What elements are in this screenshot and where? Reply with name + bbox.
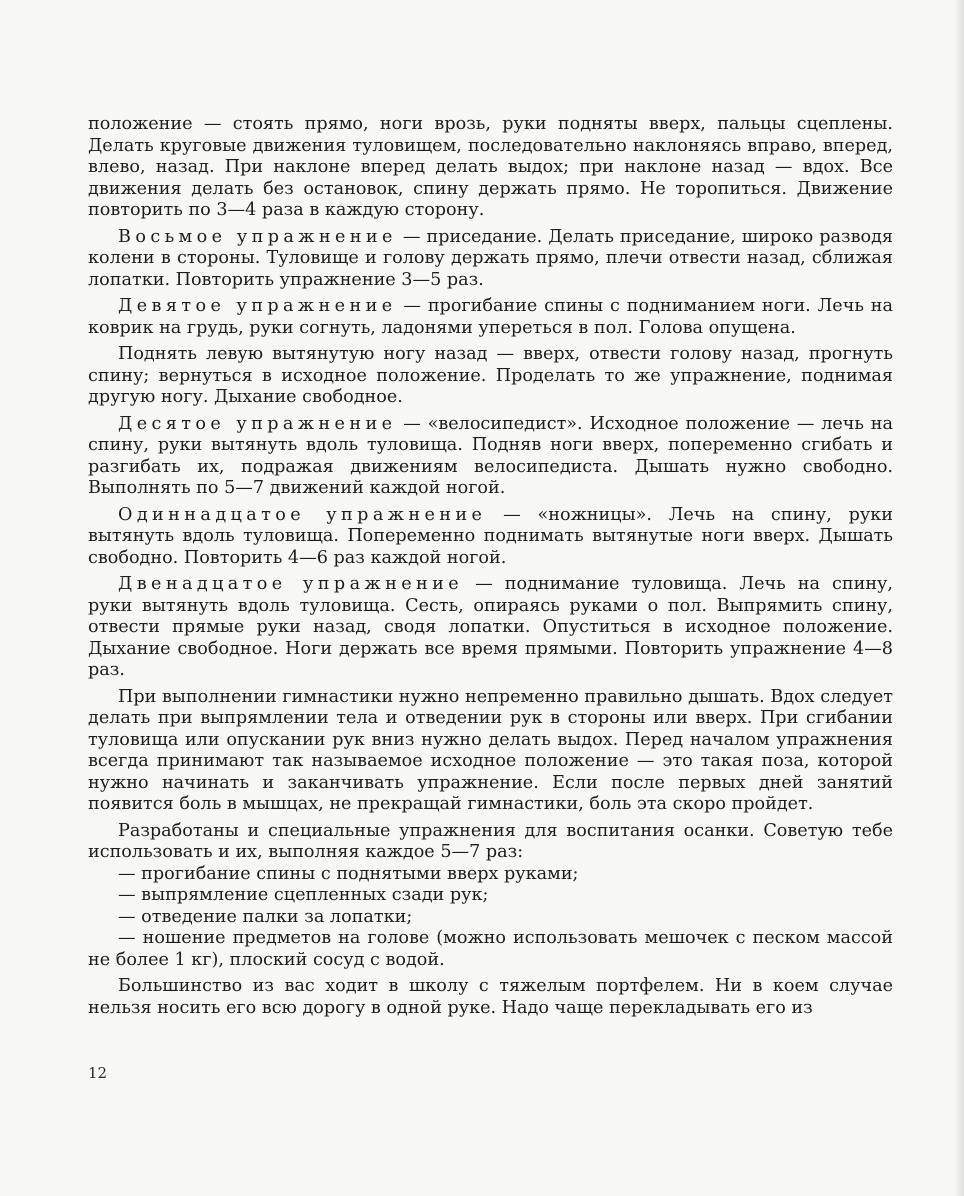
exercise-8-title: Восьмое упражнение [118,226,397,247]
list-item: — ношение предметов на голове (можно использовать мешочек с песком массой не более 1 кг), плоский сосуд с водой. [88,928,893,970]
list-item: — отведение палки за лопатки; [118,906,413,927]
paragraph-continuation: положение — стоять прямо, ноги врозь, руки подняты вверх, пальцы сцеплены. Делать круговые движения туловищем, последовательно наклоняясь вправо, вперед, влево, назад. При наклоне вперед делать выдох; при наклоне назад — вдох. Все движения делать без остановок, спину держать прямо. Не торопиться. Движение повторить по 3—4 раза в каждую сторону. [88,114,893,220]
paragraph-breathing: При выполнении гимнастики нужно непременно правильно дышать. Вдох следует делать при выпрямлении тела и отведении рук в стороны или вверх. При сгибании туловища или опускании рук вниз нужно делать выдох. Перед началом упражнения всегда принимают так называемое исходное положение — это такая поза, которой нужно начинать и заканчивать упражнение. Если после первых дней занятий появится боль в мышцах, не прекращай гимнастики, боль эта скоро пройдет. [88,686,893,814]
list-item: — прогибание спины с поднятыми вверх руками; [118,863,579,884]
paragraph-exercise-10 [88,414,893,500]
exercise-10-title: Десятое упражнение [118,413,397,434]
exercise-10-text: — «велосипедист». Исходное положение — лечь на спину, руки вытянуть вдоль туловища. Подняв ноги вверх, попеременно сгибать и разгибать их, подражая движениям велосипедиста. Дышать нужно свободно. Выполнять по 5—7 движений каждой ногой. [88,413,894,498]
paragraph-exercise-12 [88,574,893,682]
exercise-12-text: — поднимание туловища. Лечь на спину, руки вытянуть вдоль туловища. Сесть, опираясь руками о пол. Выпрямить спину, отвести прямые руки назад, сводя лопатки. Опуститься в исходное положение. Дыхание свободное. Ноги держать все время прямыми. Повторить упражнение 4—8 раз. [88,574,893,680]
paragraph-exercise-9 [88,296,893,339]
exercise-9-text: — прогибание спины с подниманием ноги. Лечь на коврик на грудь, руки согнуть, ладонями упереться в пол. Голова опущена. [88,296,893,338]
paragraph-posture-intro: Разработаны и специальные упражнения для воспитания осанки. Советую тебе использовать и их, выполняя каждое 5—7 раз: [88,820,893,862]
paragraph-exercise-11 [88,505,893,570]
page-body-text [88,114,893,1024]
page-number: 12 [88,1064,108,1082]
paragraph-exercise-9-continued: Поднять левую вытянутую ногу назад — вверх, отвести голову назад, прогнуть спину; вернуться в исходное положение. Проделать то же упражнение, поднимая другую ногу. Дыхание свободное. [88,344,893,407]
paragraph-exercise-8 [88,227,893,292]
paragraph-backpack: Большинство из вас ходит в школу с тяжелым портфелем. Ни в коем случае нельзя носить его всю дорогу в одной руке. Надо чаще перекладывать его из [88,976,893,1018]
exercise-12-title: Двенадцатое упражнение [118,574,464,594]
exercise-8-text: — приседание. Делать приседание, широко разводя колени в стороны. Туловище и голову держать прямо, плечи отвести назад, сближая лопатки. Повторить упражнение 3—5 раз. [88,226,894,290]
exercise-11-text: — «ножницы». Лечь на спину, руки вытянуть вдоль туловища. Попеременно поднимать вытянутые ноги вверх. Дышать свободно. Повторить 4—6 раз каждой ногой. [88,504,893,568]
exercise-11-title: Одиннадцатое упражнение [118,504,487,525]
list-item: — выпрямление сцепленных сзади рук; [118,885,489,905]
page-edge-shadow [954,0,964,1196]
exercise-9-title: Девятое упражнение [118,296,397,316]
